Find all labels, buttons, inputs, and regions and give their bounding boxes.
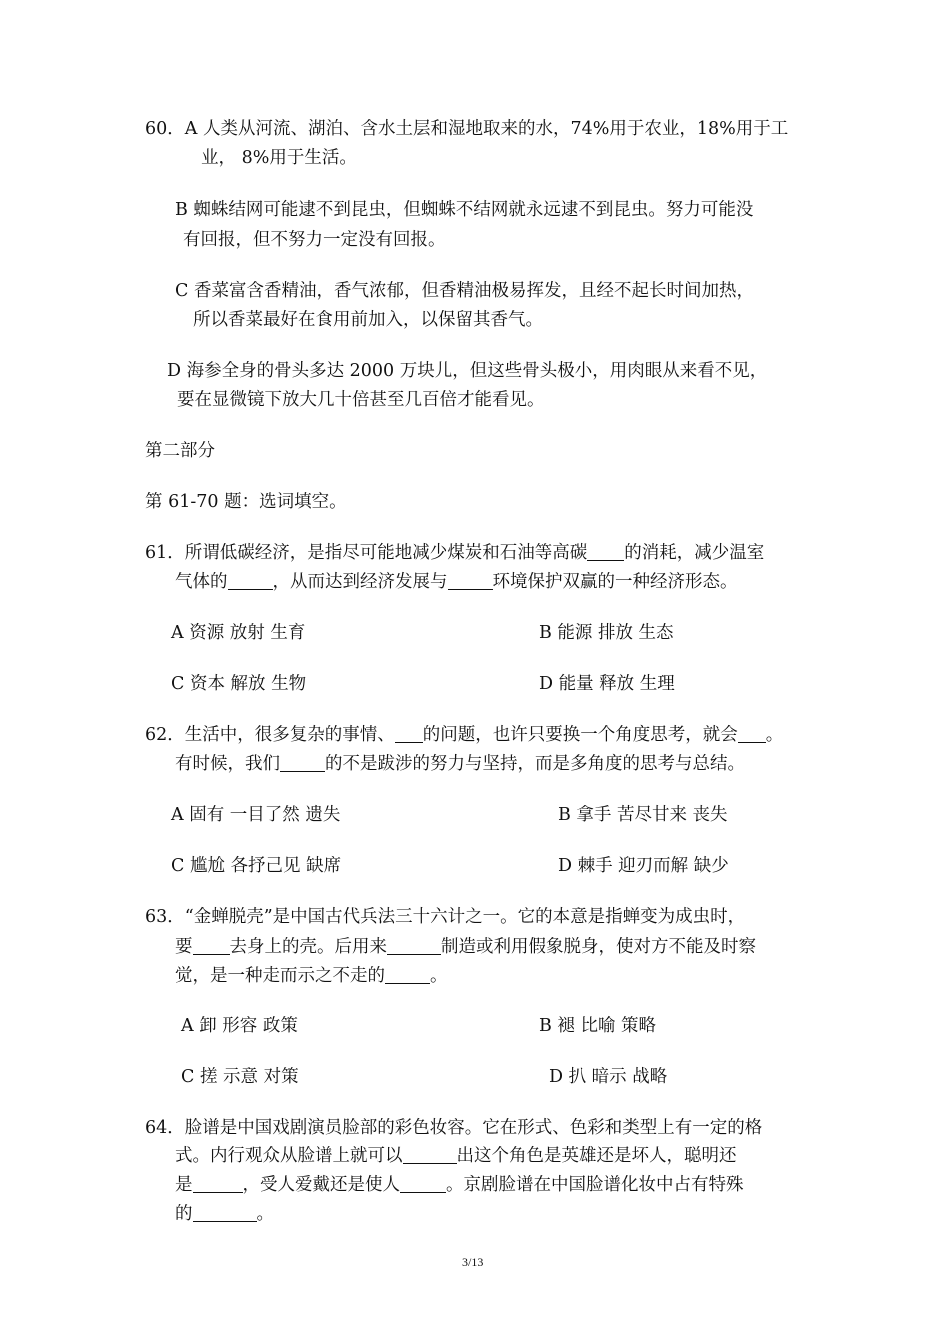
q62-line2: 有时候，我们 的不是跋涉的努力与坚持，而是多角度的思考与总结。 [175, 754, 745, 774]
fill-blank [193, 936, 230, 955]
q63-line2: 要 去身上的壳。后用来 制造或利用假象脱身，使对方不能及时察 [175, 937, 756, 957]
q63-option-c: C 搓 示意 对策 [181, 1067, 299, 1087]
q63-line3: 觉，是一种走而示之不走的 。 [175, 966, 448, 986]
q61-option-d: D 能量 释放 生理 [539, 674, 675, 694]
fill-blank [228, 571, 273, 590]
q63-line1: 63．“金蝉脱壳”是中国古代兵法三十六计之一。它的本意是指蝉变为成虫时， [145, 907, 746, 927]
q64-line1: 64．脸谱是中国戏剧演员脸部的彩色妆容。它在形式、色彩和类型上有一定的格 [145, 1118, 763, 1138]
q62-option-a: A 固有 一目了然 遗失 [171, 805, 341, 825]
q63-option-b: B 褪 比喻 策略 [539, 1016, 657, 1036]
fill-blank [400, 1174, 446, 1193]
fill-blank [448, 571, 493, 590]
q61-line2: 气体的 ，从而达到经济发展与 环境保护双赢的一种经济形态。 [175, 572, 738, 592]
q64-line4: 的 。 [175, 1204, 274, 1224]
q63-option-d: D 扒 暗示 战略 [549, 1067, 668, 1087]
section-title: 第二部分 [145, 441, 215, 461]
q60-option-b-line2: 有回报，但不努力一定没有回报。 [183, 230, 446, 250]
q60-option-b-line1: B 蜘蛛结网可能逮不到昆虫，但蜘蛛不结网就永远逮不到昆虫。努力可能没 [175, 200, 754, 220]
fill-blank [385, 965, 430, 984]
fill-blank [387, 936, 441, 955]
fill-blank [403, 1145, 457, 1164]
fill-blank [587, 542, 624, 561]
q61-option-c: C 资本 解放 生物 [171, 674, 307, 694]
fill-blank [280, 753, 325, 772]
fill-blank [738, 724, 766, 743]
q64-line2: 式。内行观众从脸谱上就可以 出这个角色是英雄还是坏人，聪明还 [175, 1146, 737, 1166]
q60-option-d-line1: D 海参全身的骨头多达 2000 万块儿，但这些骨头极小，用肉眼从来看不见， [167, 361, 768, 381]
page-number: 3/13 [462, 1255, 484, 1269]
fill-blank [395, 724, 423, 743]
q60-option-c-line1: C 香菜富含香精油，香气浓郁，但香精油极易挥发，且经不起长时间加热， [175, 281, 754, 301]
q61-option-b: B 能源 排放 生态 [539, 623, 674, 643]
q61-line1: 61．所谓低碳经济，是指尽可能地减少煤炭和石油等高碳 的消耗，减少温室 [145, 543, 765, 563]
q60-option-a-line1: 60．A 人类从河流、湖泊、含水土层和湿地取来的水，74%用于农业，18%用于工 [145, 119, 789, 139]
q62-option-b: B 拿手 苦尽甘来 丧失 [558, 805, 728, 825]
fill-blank [193, 1203, 257, 1222]
q60-option-c-line2: 所以香菜最好在食用前加入，以保留其香气。 [193, 310, 543, 330]
q60-option-d-line2: 要在显微镜下放大几十倍甚至几百倍才能看见。 [177, 390, 545, 410]
q62-line1: 62．生活中，很多复杂的事情、 的问题，也许只要换一个角度思考，就会 。 [145, 725, 784, 745]
section-instruction: 第 61-70 题：选词填空。 [145, 492, 347, 512]
q63-option-a: A 卸 形容 政策 [181, 1016, 298, 1036]
q64-line3: 是 ，受人爱戴还是使人 。京剧脸谱在中国脸谱化妆中占有特殊 [175, 1175, 744, 1195]
q62-option-d: D 棘手 迎刃而解 缺少 [558, 856, 729, 876]
q60-option-a-line2: 业， 8%用于生活。 [201, 148, 357, 168]
q61-option-a: A 资源 放射 生育 [171, 623, 306, 643]
q62-option-c: C 尴尬 各抒己见 缺席 [171, 856, 342, 876]
fill-blank [193, 1174, 243, 1193]
